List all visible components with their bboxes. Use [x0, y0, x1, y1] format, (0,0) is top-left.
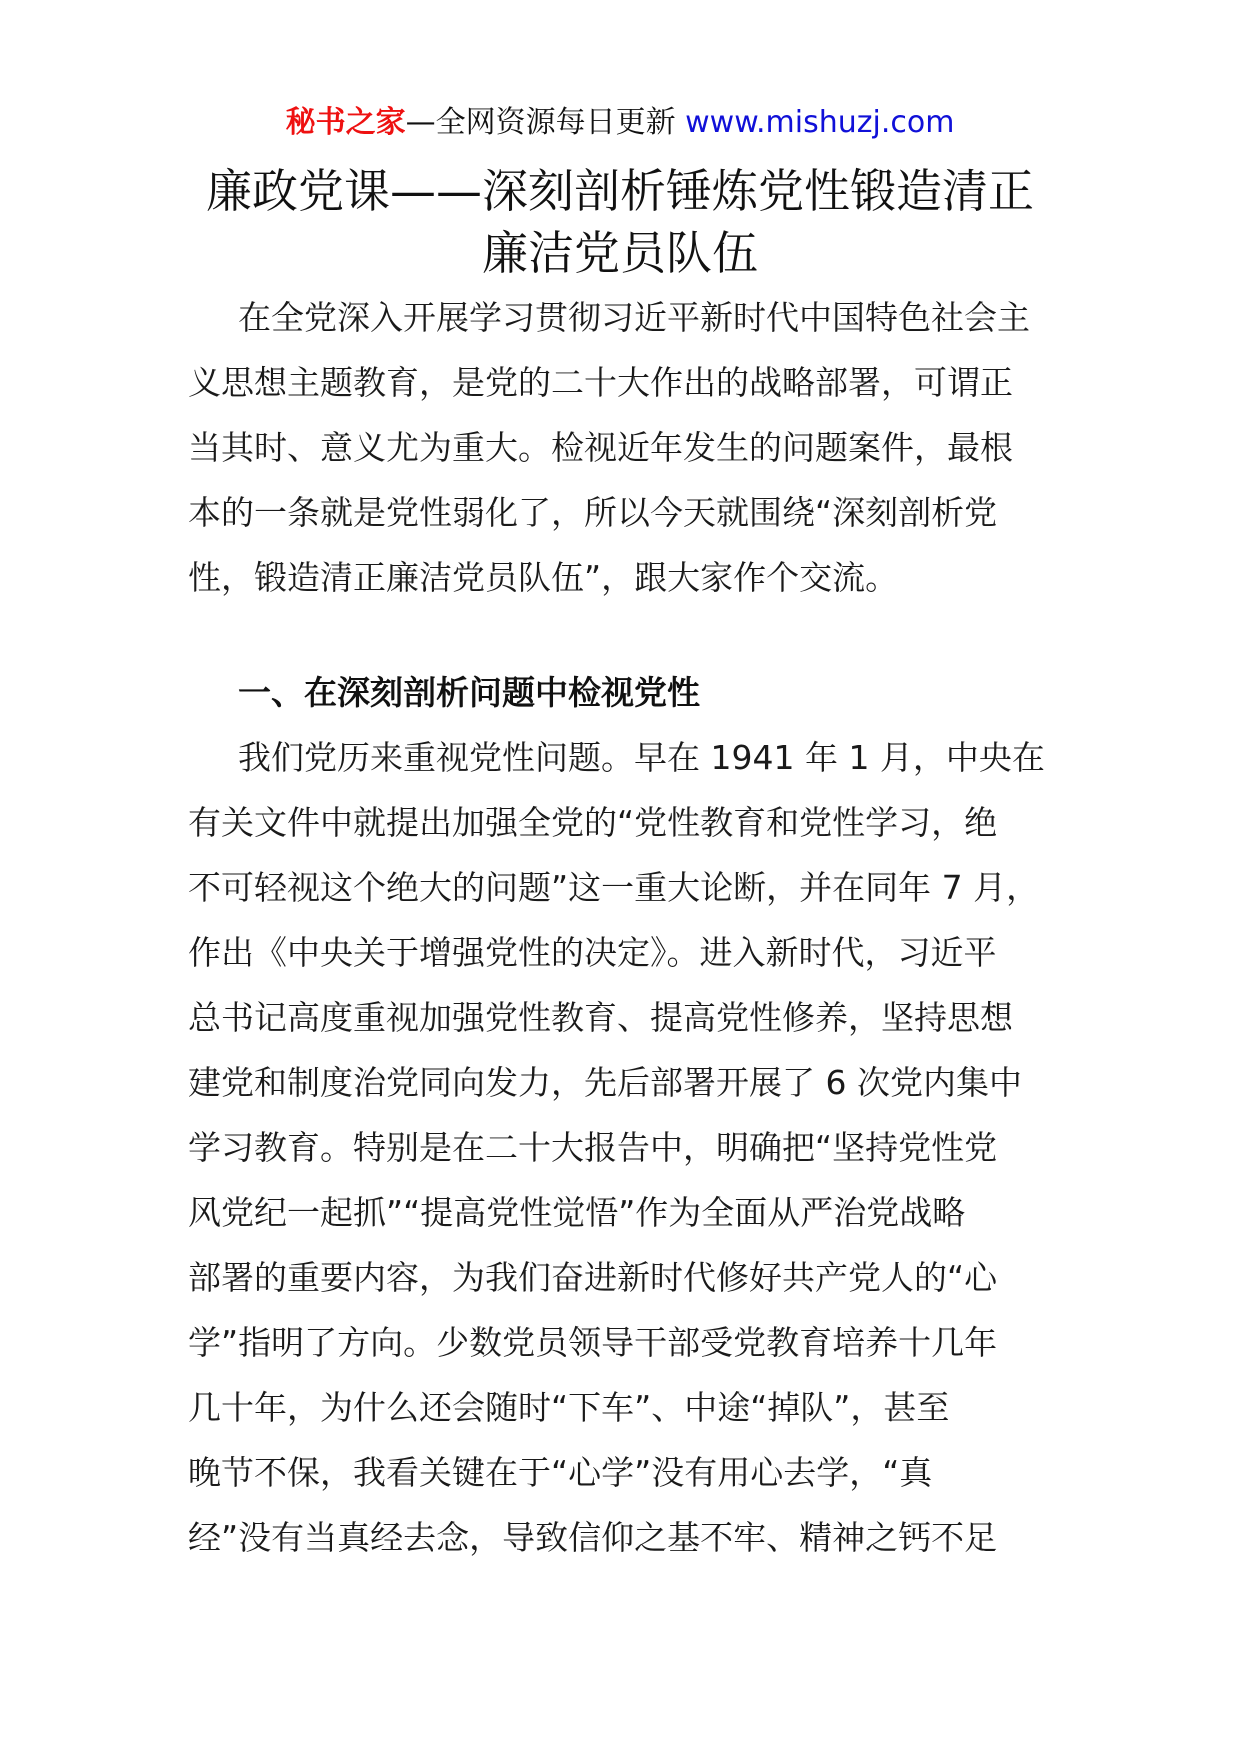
- paragraph-line: 经”没有当真经去念，导致信仰之基不牢、精神之钙不足: [188, 1518, 998, 1557]
- paragraph-section1: [188, 725, 1068, 1570]
- document-title: [120, 160, 1120, 284]
- paragraph-line: 建党和制度治党同向发力，先后部署开展了 6 次党内集中: [188, 1063, 1022, 1102]
- title-line: 廉洁党员队伍: [482, 226, 758, 280]
- paragraph-line: 学习教育。特别是在二十大报告中，明确把“坚持党性党: [188, 1128, 998, 1167]
- paragraph-line: 作出《中央关于增强党性的决定》。进入新时代，习近平: [188, 933, 997, 972]
- paragraph-line: 几十年，为什么还会随时“下车”、中途“掉队”，甚至: [188, 1388, 950, 1427]
- section-heading: 一、在深刻剖析问题中检视党性: [238, 673, 700, 712]
- site-name: 秘书之家: [285, 105, 406, 140]
- paragraph-line: 性，锻造清正廉洁党员队伍”，跟大家作个交流。: [188, 558, 899, 597]
- paragraph-line: 部署的重要内容，为我们奋进新时代修好共产党人的“心: [188, 1258, 998, 1297]
- site-header: [0, 100, 1240, 146]
- paragraph-line: 总书记高度重视加强党性教育、提高党性修养，坚持思想: [188, 998, 1013, 1037]
- paragraph-line: 在全党深入开展学习贯彻习近平新时代中国特色社会主: [238, 298, 1030, 337]
- paragraph-line: 义思想主题教育，是党的二十大作出的战略部署，可谓正: [188, 363, 1013, 402]
- paragraph-line: 学”指明了方向。少数党员领导干部受党教育培养十几年: [188, 1323, 998, 1362]
- paragraph-line: 不可轻视这个绝大的问题”这一重大论断，并在同年 7 月，: [188, 868, 1040, 907]
- title-line: 廉政党课——深刻剖析锤炼党性锻造清正: [206, 164, 1034, 218]
- paragraph-line: 本的一条就是党性弱化了，所以今天就围绕“深刻剖析党: [188, 493, 998, 532]
- paragraph-line: 我们党历来重视党性问题。早在 1941 年 1 月，中央在: [238, 738, 1045, 777]
- paragraph-line: 当其时、意义尤为重大。检视近年发生的问题案件，最根: [188, 428, 1013, 467]
- site-url-link[interactable]: www.mishuzj.com: [685, 105, 955, 140]
- paragraph-line: 有关文件中就提出加强全党的“党性教育和党性学习，绝: [188, 803, 998, 842]
- site-tagline: —全网资源每日更新: [405, 105, 686, 140]
- paragraph-line: 晚节不保，我看关键在于“心学”没有用心去学，“真: [188, 1453, 933, 1492]
- paragraph-line: 风党纪一起抓”“提高党性觉悟”作为全面从严治党战略: [188, 1193, 966, 1232]
- paragraph-intro: [188, 285, 1068, 610]
